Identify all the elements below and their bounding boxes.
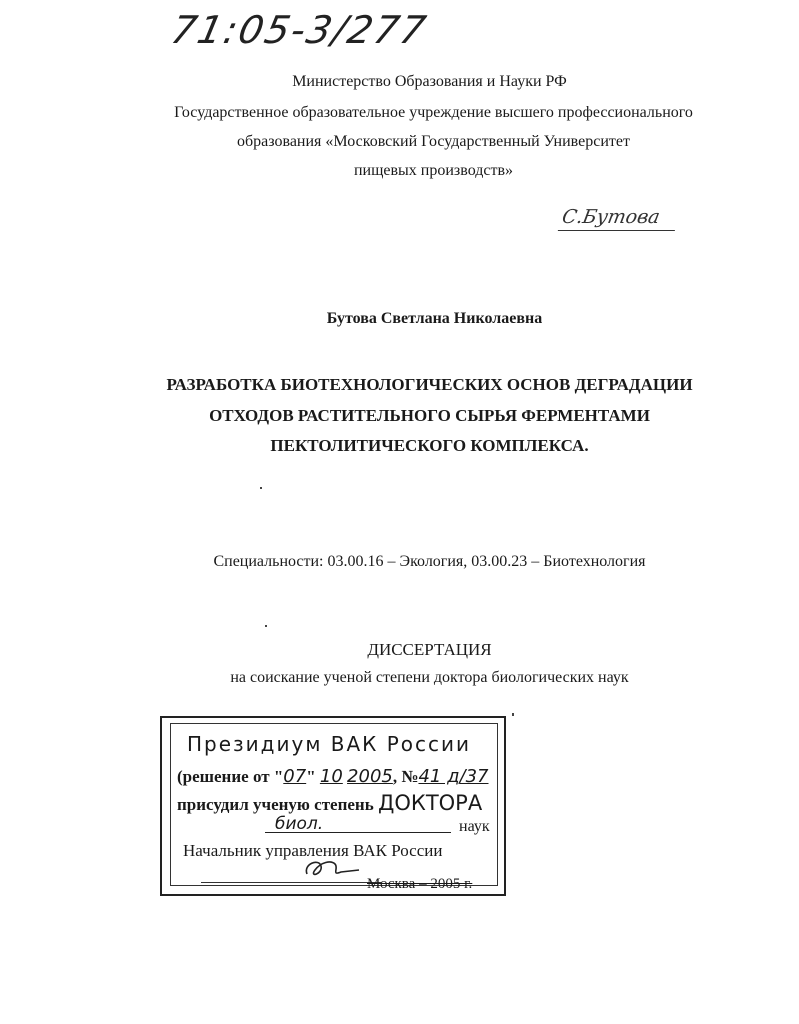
stamp-award-line	[177, 791, 482, 815]
stamp-official-signature	[301, 856, 361, 882]
stamp-head-title: Начальник управления ВАК России	[183, 841, 443, 860]
stamp-decision-prefix: (решение от	[177, 767, 270, 786]
stamp-title: Президиум ВАК России	[187, 732, 472, 756]
stamp-field-underline	[265, 832, 451, 833]
scan-speck	[265, 625, 267, 627]
ministry-name: Министерство Образования и Науки РФ	[292, 73, 567, 90]
author-signature: С.Бутова	[558, 206, 680, 231]
stamp-award-prefix: присудил ученую степень	[177, 795, 374, 814]
archive-code-handwritten: 71:05-3/277	[167, 8, 432, 52]
stamp-decision-line: (решение от "07" 10 2005, №41 д/37	[177, 766, 489, 787]
institution-line-2: образования «Московский Государственный Университет	[237, 133, 630, 150]
dissertation-title-line-2: ОТХОДОВ РАСТИТЕЛЬНОГО СЫРЬЯ ФЕРМЕНТАМИ	[209, 406, 650, 425]
stamp-inner-frame	[170, 723, 498, 892]
stamp-decision-number: 41 д/37	[418, 766, 489, 787]
scan-speck	[512, 713, 514, 716]
institution-line-3: пищевых производств»	[353, 162, 514, 179]
stamp-field-suffix: наук	[459, 818, 490, 835]
dissertation-title-line-1: РАЗРАБОТКА БИОТЕХНОЛОГИЧЕСКИХ ОСНОВ ДЕГРАДАЦИИ	[166, 375, 693, 394]
scan-speck	[260, 487, 262, 489]
stamp-signature-line	[201, 882, 381, 883]
stamp-decision-month: 10	[319, 766, 343, 787]
vak-approval-stamp	[160, 716, 506, 896]
dissertation-title-line-3: ПЕКТОЛИТИЧЕСКОГО КОМПЛЕКСА.	[270, 436, 589, 455]
specialty-line: Специальности: 03.00.16 – Экология, 03.00.23 – Биотехнология	[213, 553, 646, 570]
dissertation-label: ДИССЕРТАЦИЯ	[367, 640, 492, 659]
stamp-decision-day: 07	[283, 766, 307, 787]
stamp-decision-year: 2005	[347, 766, 393, 787]
stamp-award-degree: ДОКТОРА	[377, 791, 483, 815]
degree-line: на соискание ученой степени доктора биологических наук	[230, 669, 629, 686]
stamp-number-label: №	[401, 767, 419, 786]
stamp-field-handwritten: биол.	[275, 814, 324, 834]
author-name: Бутова Светлана Николаевна	[326, 310, 543, 327]
stamp-city-year: Москва – 2005 г.	[367, 876, 473, 892]
institution-line-1: Государственное образовательное учреждение высшего профессионального	[174, 104, 693, 121]
